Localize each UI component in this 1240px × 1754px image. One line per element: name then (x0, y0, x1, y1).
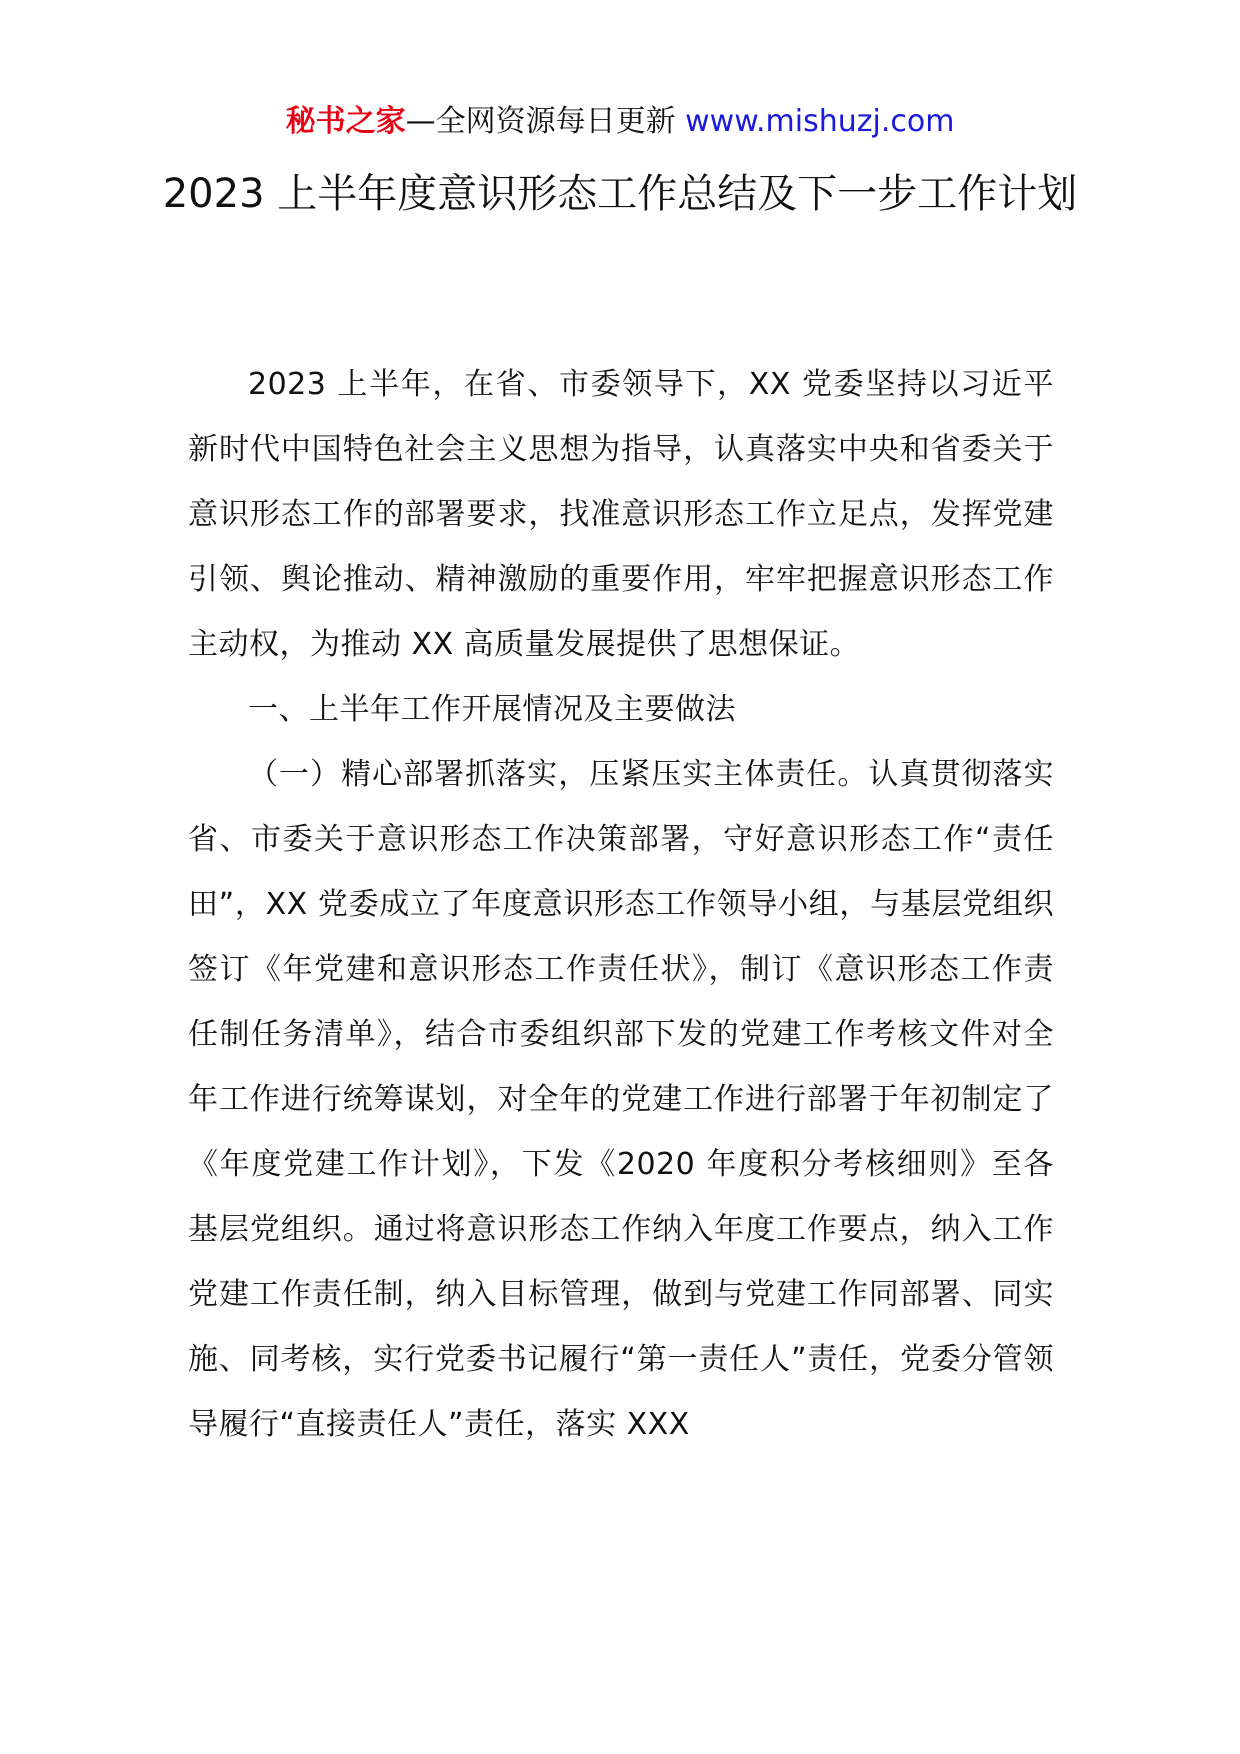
document-title: 2023 上半年度意识形态工作总结及下一步工作计划 (162, 171, 1078, 217)
site-tagline: —全网资源每日更新 (405, 104, 686, 139)
section-heading: 一、上半年工作开展情况及主要做法 (248, 692, 736, 727)
intro-paragraph: 2023 上半年，在省、市委领导下，XX 党委坚持以习近平新时代中国特色社会主义思想为指导，认真落实中央和省委关于意识形态工作的部署要求，找准意识形态工作立足点，发挥党建引领、舆论推动、精神激励的重要作用，牢牢把握意识形态工作主动权，为推动 XX 高质量发展提供了思想保证。 (188, 367, 1054, 662)
site-brand: 秘书之家 (285, 104, 406, 139)
site-url-link[interactable]: www.mishuzj.com (685, 104, 955, 139)
document-body (188, 352, 1054, 1457)
body-paragraph: （一）精心部署抓落实，压紧压实主体责任。认真贯彻落实省、市委关于意识形态工作决策部署，守好意识形态工作“责任田”，XX 党委成立了年度意识形态工作领导小组，与基层党组织签订《年党建和意识形态工作责任状》，制订《意识形态工作责任制任务清单》，结合市委组织部下发的党建工作考核文件对全年工作进行统筹谋划，对全年的党建工作进行部署于年初制定了《年度党建工作计划》，下发《2020 年度积分考核细则》至各基层党组织。通过将意识形态工作纳入年度工作要点，纳入工作党建工作责任制，纳入目标管理，做到与党建工作同部署、同实施、同考核，实行党委书记履行“第一责任人”责任，党委分管领导履行“直接责任人”责任，落实 XXX (188, 757, 1054, 1442)
site-header (0, 100, 1240, 144)
